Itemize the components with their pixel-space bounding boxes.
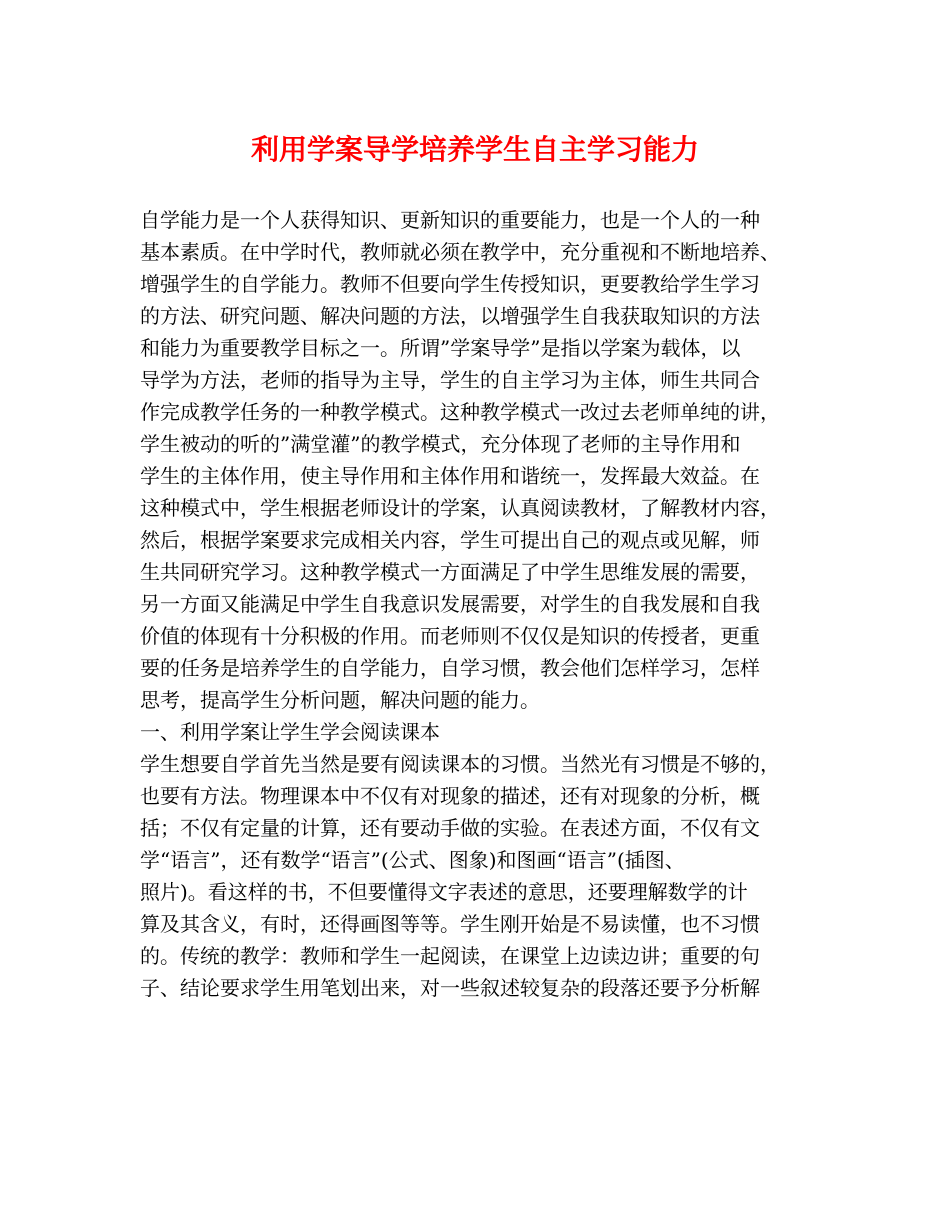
text-line: 和能力为重要教学目标之一。所谓”学案导学”是指以学案为载体，以: [140, 336, 741, 360]
text-line: 算及其含义，有时，还得画图等等。学生刚开始是不易读懂，也不习惯: [140, 912, 760, 936]
text-line: 的。传统的教学：教师和学生一起阅读，在课堂上边读边讲；重要的句: [140, 944, 760, 968]
document-title: 利用学案导学培养学生自主学习能力: [250, 133, 699, 166]
text-line: 学生想要自学首先当然是要有阅读课本的习惯。当然光有习惯是不够的，: [140, 752, 780, 776]
text-line: 思考，提高学生分析问题，解决问题的能力。: [140, 688, 540, 712]
text-line: 照片)。看这样的书，不但要懂得文字表述的意思，还要理解数学的计: [140, 880, 748, 904]
text-line: 然后，根据学案要求完成相关内容，学生可提出自己的观点或见解，师: [140, 528, 760, 552]
text-line: 作完成教学任务的一种教学模式。这种教学模式一改过去老师单纯的讲，: [140, 400, 780, 424]
text-line: 价值的体现有十分积极的作用。而老师则不仅仅是知识的传授者，更重: [140, 624, 760, 648]
text-line: 学“语言”，还有数学“语言”(公式、图象)和图画“语言”(插图、: [140, 848, 685, 872]
text-line: 也要有方法。物理课本中不仅有对现象的描述，还有对现象的分析，概: [140, 784, 760, 808]
text-line: 生共同研究学习。这种教学模式一方面满足了中学生思维发展的需要，: [140, 560, 760, 584]
text-line: 括；不仅有定量的计算，还有要动手做的实验。在表述方面，不仅有文: [140, 816, 760, 840]
text-line: 自学能力是一个人获得知识、更新知识的重要能力，也是一个人的一种: [140, 208, 760, 232]
text-line: 学生的主体作用，使主导作用和主体作用和谐统一，发挥最大效益。在: [140, 464, 760, 488]
text-line: 学生被动的听的”满堂灌”的教学模式，充分体现了老师的主导作用和: [140, 432, 741, 456]
text-line: 增强学生的自学能力。教师不但要向学生传授知识，更要教给学生学习: [140, 272, 760, 296]
text-line: 基本素质。在中学时代，教师就必须在教学中，充分重视和不断地培养、: [140, 240, 780, 264]
text-line: 的方法、研究问题、解决问题的方法，以增强学生自我获取知识的方法: [140, 304, 760, 328]
text-line: 导学为方法，老师的指导为主导，学生的自主学习为主体，师生共同合: [140, 368, 760, 392]
text-line: 要的任务是培养学生的自学能力，自学习惯，教会他们怎样学习，怎样: [140, 656, 760, 680]
text-line: 这种模式中，学生根据老师设计的学案，认真阅读教材，了解教材内容，: [140, 496, 780, 520]
section-heading: 一、利用学案让学生学会阅读课本: [140, 720, 440, 744]
document-body: [140, 204, 820, 1004]
text-line: 另一方面又能满足中学生自我意识发展需要，对学生的自我发展和自我: [140, 592, 760, 616]
text-line: 子、结论要求学生用笔划出来，对一些叙述较复杂的段落还要予分析解: [140, 976, 760, 1000]
